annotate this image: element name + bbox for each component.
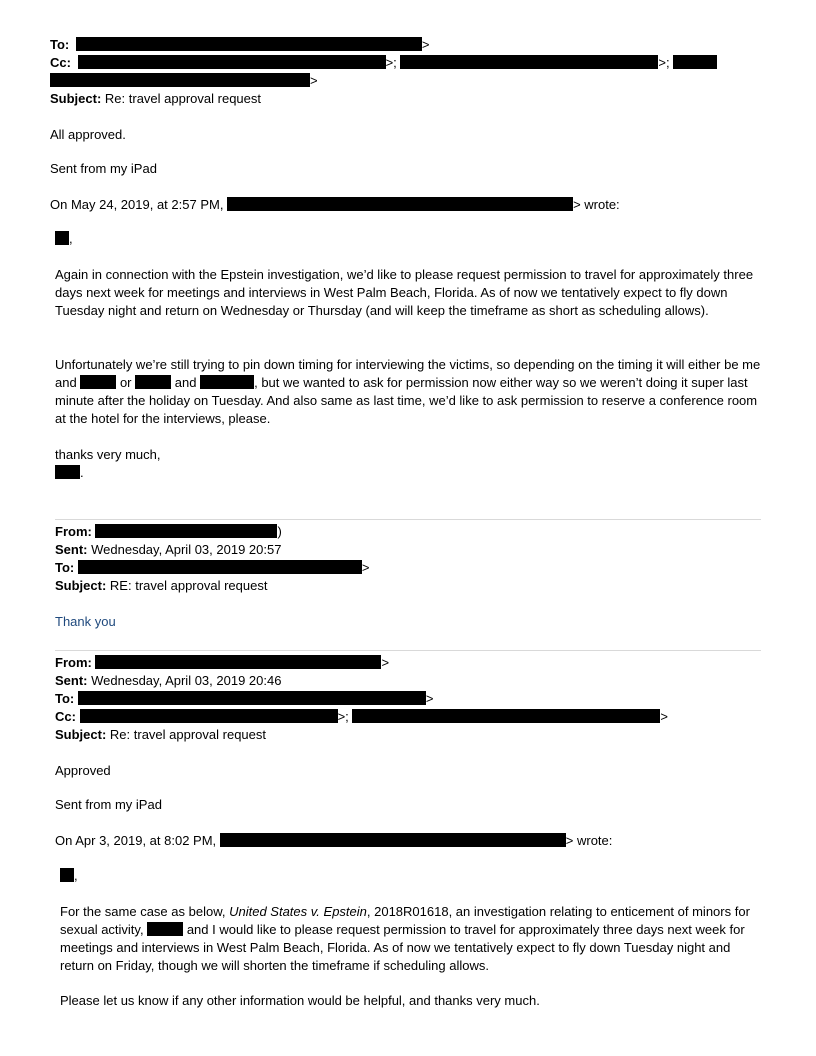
quoted2-paragraph2: Please let us know if any other information would be helpful, and thanks very much.	[60, 993, 540, 1008]
text-segment: For the same case as below,	[60, 904, 226, 919]
text-segment: , 2018R01618, an investigation relating to enticement of minors for sexual activity,	[60, 904, 750, 937]
redaction	[95, 655, 381, 669]
email2-subject: RE: travel approval request	[109, 578, 268, 593]
sent-label: Sent:	[55, 542, 88, 557]
to-label: To:	[55, 691, 75, 706]
text-segment: and I would like to please request permission to travel for approximately three days next week for meetings and interviews in West Palm Beach, Florida. As of now we tentatively expect to fly down Tuesday night and return on Friday, though we will shorten the timeframe if scheduling allows.	[60, 922, 745, 973]
redaction	[78, 55, 386, 69]
quoted1-paragraph1: Again in connection with the Epstein investigation, we’d like to please request permission to travel for approximately three days next week for meetings and interviews in West Palm Beach, Florida. As of now we tentatively expect to fly down Tuesday night and return on Wednesday or Thursday (and will keep the timeframe as short as scheduling allows).	[55, 267, 754, 318]
text-segment: or	[119, 375, 132, 390]
redaction	[95, 524, 277, 538]
redaction	[227, 197, 573, 211]
email2-sent: Wednesday, April 03, 2019 20:57	[91, 542, 282, 557]
text-segment: , but we wanted to ask for permission now either way so we weren’t doing it super last minute after the holiday on Tuesday. And also same as last time, we’d like to ask permission to reserve a conference room at the hotel for the interviews, please.	[55, 375, 758, 426]
cc-label: Cc:	[50, 55, 71, 70]
quoted1-thanks: thanks very much,	[55, 447, 161, 462]
email1-subject-line	[50, 90, 261, 108]
quote-date: On Apr 3, 2019, at 8:02 PM,	[55, 833, 217, 848]
redaction	[80, 709, 338, 723]
subject-label: Subject:	[55, 727, 107, 742]
email2-body: Thank you	[55, 614, 116, 629]
signature-line: .	[55, 464, 84, 482]
subject-label: Subject:	[50, 91, 102, 106]
text-segment: and	[174, 375, 197, 390]
greeting-line: ,	[60, 867, 78, 885]
redaction	[147, 922, 183, 936]
email3-from-line: From: >	[55, 655, 390, 670]
from-label: From:	[55, 655, 92, 670]
from-label: From:	[55, 524, 92, 539]
email1-subject: Re: travel approval request	[104, 91, 262, 106]
email1-to-line: To: >	[50, 37, 430, 52]
to-label: To:	[55, 560, 75, 575]
wrote-label: > wrote:	[573, 197, 620, 212]
redaction	[50, 73, 310, 87]
case-name: United States v. Epstein	[229, 904, 367, 919]
email3-to-line: To: >	[55, 691, 434, 706]
to-label: To:	[50, 37, 70, 52]
redaction	[78, 560, 362, 574]
email1-cc-line2: >	[50, 72, 318, 90]
email3-sent-from: Sent from my iPad	[55, 797, 162, 812]
redaction	[80, 375, 116, 389]
quote-date: On May 24, 2019, at 2:57 PM,	[50, 197, 224, 212]
redaction	[220, 833, 566, 847]
email3-sent: Wednesday, April 03, 2019 20:46	[91, 673, 282, 688]
redaction	[55, 231, 69, 245]
redaction	[673, 55, 717, 69]
divider	[55, 650, 761, 651]
email3-quote-intro	[55, 832, 612, 850]
redaction	[200, 375, 254, 389]
email1-cc-line: Cc: >; >;	[50, 54, 717, 72]
redaction	[60, 868, 74, 882]
wrote-label: > wrote:	[565, 833, 613, 848]
redaction	[55, 465, 80, 479]
divider	[55, 519, 761, 520]
email3-sent-line	[55, 672, 281, 690]
email2-to-line: To: >	[55, 560, 370, 575]
sent-label: Sent:	[55, 673, 88, 688]
subject-label: Subject:	[55, 578, 107, 593]
redaction	[400, 55, 658, 69]
email3-cc-line: Cc: >; >	[55, 709, 668, 724]
email2-sent-line	[55, 541, 281, 559]
email3-body: Approved	[55, 763, 111, 778]
email2-from-line: From: )	[55, 524, 282, 539]
quoted1-paragraph2	[55, 356, 761, 428]
greeting-line: ,	[55, 230, 73, 248]
email3-subject: Re: travel approval request	[109, 727, 267, 742]
redaction	[135, 375, 171, 389]
email2-subject-line	[55, 577, 267, 595]
quoted2-paragraph1	[60, 903, 760, 975]
email1-sent-from: Sent from my iPad	[50, 161, 157, 176]
email1-body: All approved.	[50, 127, 126, 142]
cc-label: Cc:	[55, 709, 76, 724]
text-segment: Unfortunately we’re still trying to pin down timing for interviewing the victims, so depending on the timing it will either be me and	[55, 357, 761, 390]
redaction	[76, 37, 422, 51]
email3-subject-line	[55, 726, 266, 744]
redaction	[352, 709, 660, 723]
redaction	[78, 691, 426, 705]
email1-quote-intro	[50, 196, 620, 214]
